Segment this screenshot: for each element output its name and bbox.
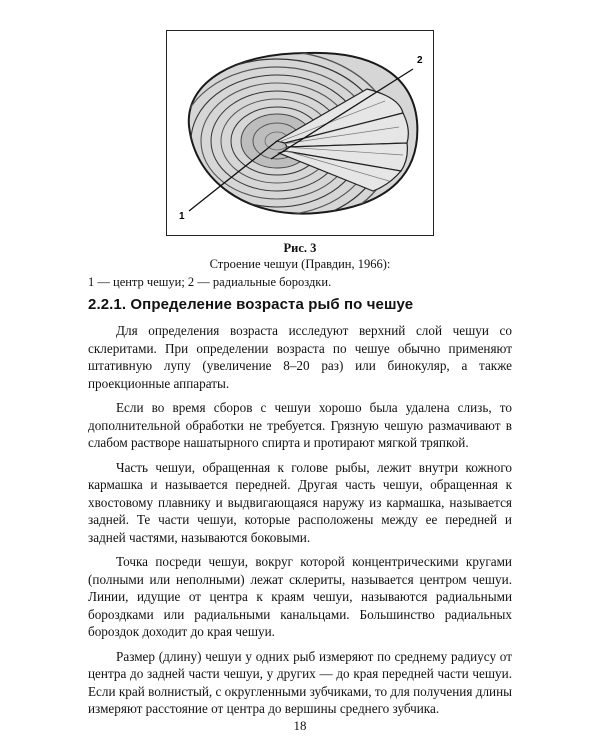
figure-frame xyxy=(166,30,434,236)
paragraph-3: Часть чешуи, обращенная к голове рыбы, лежит внутри кожного кармашка и называется передней. Другая часть чешуи, обращенная к хвостовому плавнику и выдвигающаяся наружу из кармашка, называется задней. Те части чешуи, которые расположены между ее передней и задней частями, называются боковыми. xyxy=(88,459,512,545)
body-text xyxy=(88,322,512,725)
paragraph-5: Размер (длину) чешуи у одних рыб измеряют по среднему радиусу от центра до задней части чешуи, у других — до края передней части чешуи. Если край волнистый, с округленными зубчиками, то для получения длины измеряют расстояние от центра до вершины среднего зубчика. xyxy=(88,648,512,716)
figure-title: Рис. 3 xyxy=(283,241,317,255)
figure-legend xyxy=(88,275,512,290)
paragraph-2: Если во время сборов с чешуи хорошо была удалена слизь, то дополнительной обработки не требуется. Грязную чешую размачивают в слабом растворе нашатырного спирта и протирают мягкой тряпкой. xyxy=(88,400,512,450)
fish-scale-illustration xyxy=(167,31,432,234)
callout-label-1: 1 xyxy=(179,211,185,222)
figure-caption: Строение чешуи (Правдин, 1966): xyxy=(209,257,391,271)
callout-label-2: 2 xyxy=(417,55,423,66)
figure-legend-text: 1 — центр чешуи; 2 — радиальные бороздки. xyxy=(88,275,332,289)
page-number: 18 xyxy=(293,718,307,733)
section-heading: 2.2.1. Определение возраста рыб по чешуе xyxy=(88,296,414,313)
paragraph-4: Точка посреди чешуи, вокруг которой концентрическими кругами (полными или неполными) лежат склериты, называется центром чешуи. Линии, идущие от центра к краям чешуи, называются радиальными бороздками или радиальными канальцами. Большинство радиальных бороздок доходит до края чешуи. xyxy=(88,554,512,639)
paragraph-1: Для определения возраста исследуют верхний слой чешуи со склеритами. При определении возраста по чешуе обычно применяют штативную лупу (увеличение 8–20 раз) или бинокуляр, а также проекционные аппараты. xyxy=(88,323,512,391)
